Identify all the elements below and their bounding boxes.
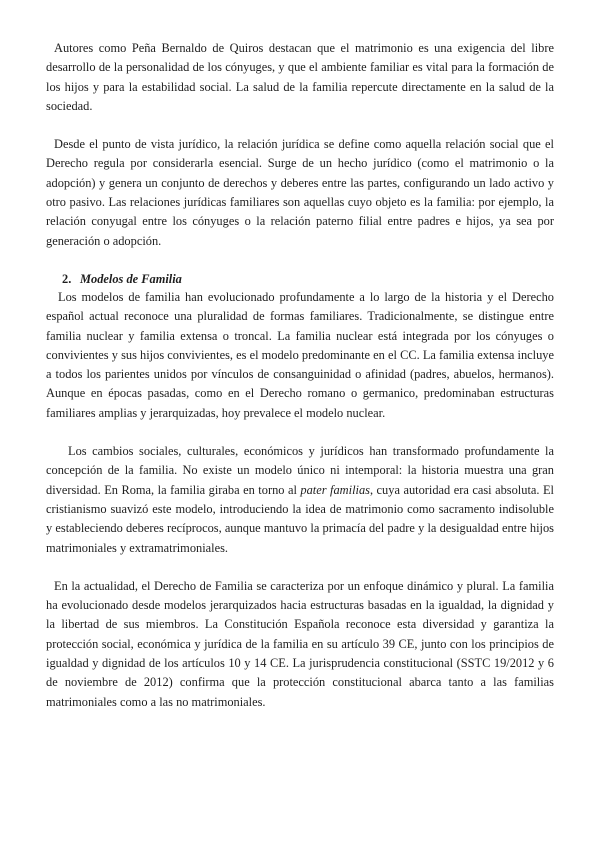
section-number: 2. (62, 271, 72, 286)
document-page (46, 39, 554, 712)
paragraph-cambios-text-2: , cuya autoridad era casi absoluta. El cristianismo suavizó este modelo, introduciendo la idea de matrimonio como sacramento indisoluble y estableciendo deberes recíprocos, aunque mantuvo la primacía del padre y la desigualdad entre hijos matrimoniales y extramatrimoniales. (46, 482, 554, 555)
paragraph-cambios-text-1: Los cambios sociales, culturales, económicos y jurídicos han transformado profundamente la concepción de la familia. No existe un modelo único ni intemporal: la historia muestra una gran diversidad. En Roma, la familia giraba en torno al (46, 444, 554, 497)
section-heading (62, 270, 554, 288)
paragraph-modelos-familia: Los modelos de familia han evolucionado profundamente a lo largo de la historia y el Derecho español actual reconoce una pluralidad de formas familiares. Tradicionalmente, se distingue entre familia nuclear y familia extensa o troncal. La familia nuclear está integrada por los cónyuges o convivientes y sus hijos convivientes, es el modelo predominante en el CC. La familia extensa incluye a todos los parientes unidos por vínculos de consanguinidad o afinidad (padres, abuelos, hermanos). Aunque en épocas pasadas, como en el Derecho romano o germanico, predominaban estructuras familiares amplias y jerarquizadas, hoy prevalece el modelo nuclear. (46, 289, 554, 420)
paragraph-relacion-juridica: Desde el punto de vista jurídico, la relación jurídica se define como aquella relación social que el Derecho regula por considerarla esencial. Surge de un hecho jurídico (como el matrimonio o la adopción) y genera un conjunto de derechos y deberes entre las partes, configurando un lado activo y otro pasivo. Las relaciones jurídicas familiares son aquellas cuyo objeto es la familia: por ejemplo, la relación conyugal entre los cónyuges o la relación paterno filial entre padres e hijos, ya sea por generación o adopción. (46, 137, 554, 248)
paragraph-actualidad: En la actualidad, el Derecho de Familia se caracteriza por un enfoque dinámico y plural. La familia ha evolucionado desde modelos jerarquizados hacia estructuras basadas en la igualdad, la dignidad y la libertad de sus miembros. La Constitución Española reconoce esta diversidad y garantiza la protección social, económica y jurídica de la familia en su artículo 39 CE, junto con los principios de igualdad y dignidad de los artículos 10 y 14 CE. La jurisprudencia constitucional (SSTC 19/2012 y 6 de noviembre de 2012) confirma que la protección constitucional abarca tanto a las familias matrimoniales como a las no matrimoniales. (46, 578, 554, 709)
paragraph-cambios-sociales (46, 442, 554, 558)
pater-familias-term: pater familias (300, 482, 370, 497)
section-title: Modelos de Familia (80, 271, 182, 286)
paragraph-matrimonio: Autores como Peña Bernaldo de Quiros destacan que el matrimonio es una exigencia del libre desarrollo de la personalidad de los cónyuges, y que el ambiente familiar es vital para la formación de los hijos y para la estabilidad social. La salud de la familia repercute directamente en la salud de la sociedad. (46, 41, 554, 113)
